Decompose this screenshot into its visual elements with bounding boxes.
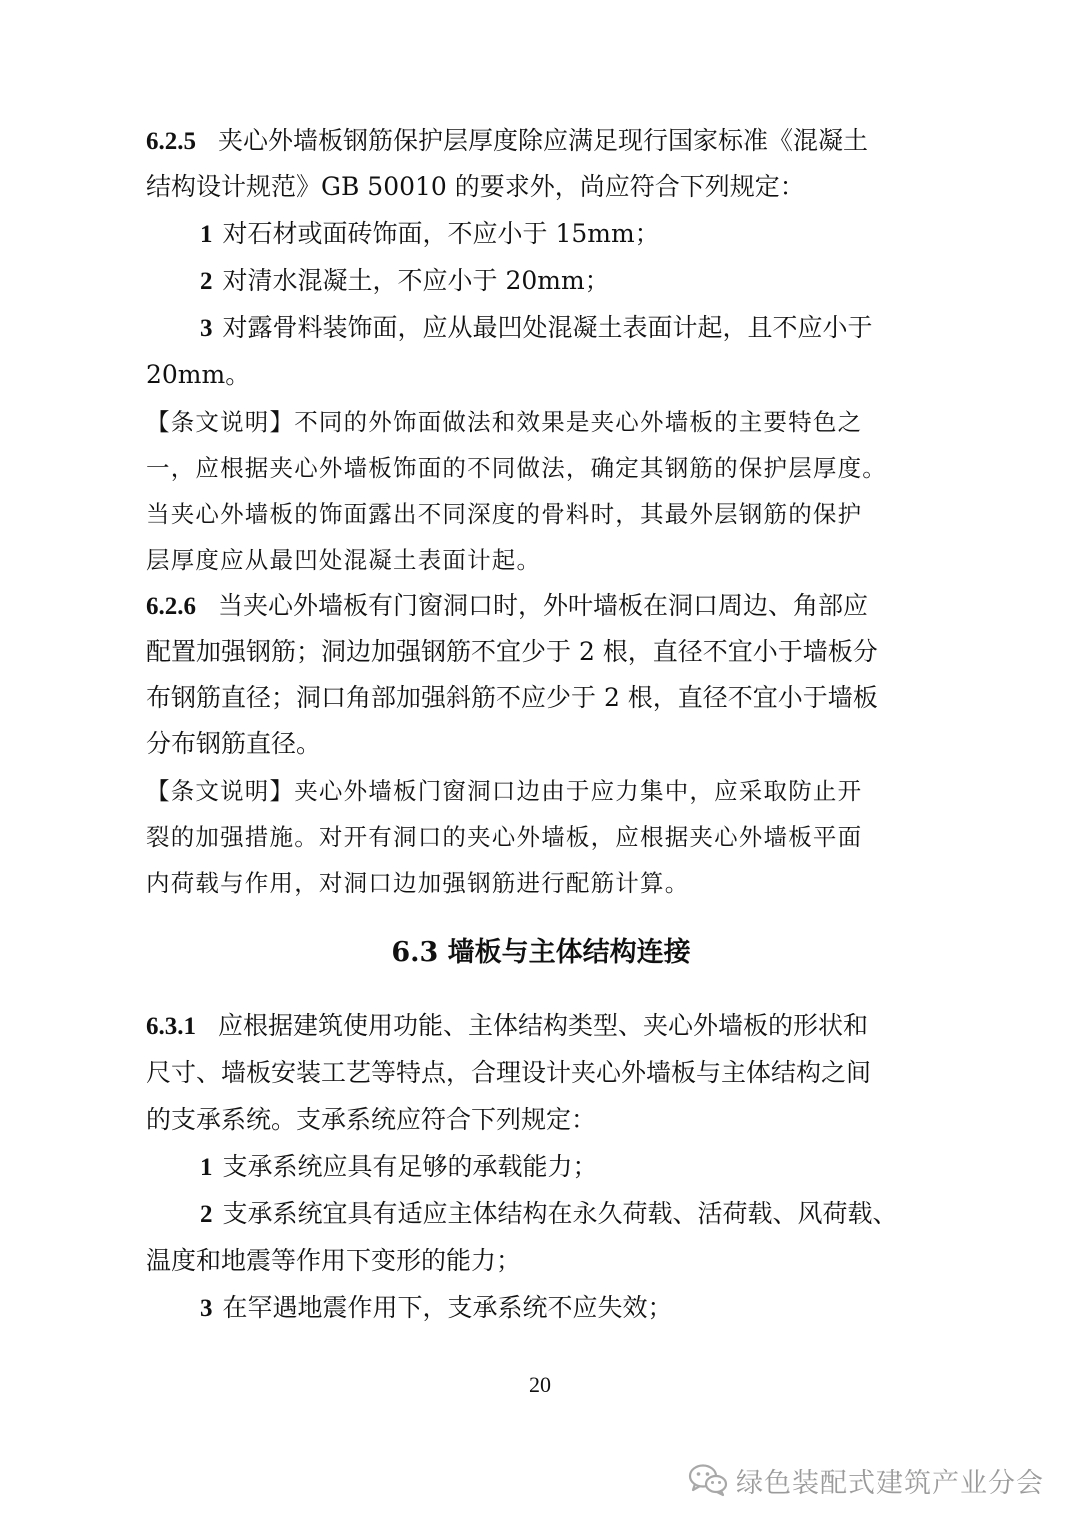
list-item-number: 1	[200, 221, 213, 248]
clause-text-line: 尺寸、墙板安装工艺等特点，合理设计夹心外墙板与主体结构之间	[146, 1058, 872, 1087]
list-item-text: 在罕遇地震作用下，支承系统不应失效；	[222, 1293, 673, 1322]
list-item	[200, 305, 873, 352]
clause-number: 6.3.1	[146, 1013, 196, 1040]
clause-6-2-5-line-1	[146, 118, 868, 165]
list-item-text: 对清水混凝土，不应小于 20mm；	[222, 266, 610, 295]
explanation-note-line: 裂的加强措施。对开有洞口的夹心外墙板，应根据夹心外墙板平面	[146, 823, 863, 851]
list-item-text: 对石材或面砖饰面，不应小于 15mm；	[222, 219, 660, 248]
list-item-number: 3	[200, 1295, 213, 1322]
list-item-text: 支承系统宜具有适应主体结构在永久荷载、活荷载、风荷载、	[222, 1199, 898, 1228]
list-item	[200, 1285, 673, 1332]
list-item	[200, 211, 660, 258]
explanation-note-line: 层厚度应从最凹处混凝土表面计起。	[146, 546, 542, 574]
explanation-note-line: 【条文说明】不同的外饰面做法和效果是夹心外墙板的主要特色之	[146, 408, 863, 436]
clause-text: 应根据建筑使用功能、主体结构类型、夹心外墙板的形状和	[218, 1011, 869, 1040]
list-item-number: 2	[200, 268, 213, 295]
explanation-note-line: 内荷载与作用，对洞口边加强钢筋进行配筋计算。	[146, 869, 690, 897]
clause-text-line: 布钢筋直径；洞口角部加强斜筋不应少于 2 根，直径不宜小于墙板	[146, 683, 878, 712]
clause-text-line: 配置加强钢筋；洞边加强钢筋不宜少于 2 根，直径不宜小于墙板分	[146, 637, 878, 666]
clause-text-line: 的支承系统。支承系统应符合下列规定：	[146, 1105, 597, 1134]
list-item-text: 支承系统应具有足够的承载能力；	[222, 1152, 598, 1181]
wechat-icon	[688, 1463, 728, 1497]
watermark	[688, 1458, 1044, 1502]
clause-text: 夹心外墙板钢筋保护层厚度除应满足现行国家标准《混凝土	[218, 126, 869, 155]
list-item-number: 2	[200, 1201, 213, 1228]
clause-number: 6.2.6	[146, 593, 196, 620]
explanation-note-line: 【条文说明】夹心外墙板门窗洞口边由于应力集中，应采取防止开	[146, 777, 863, 805]
clause-6-3-1-line-1	[146, 1003, 868, 1050]
page-number: 20	[529, 1372, 551, 1397]
clause-text-line: 分布钢筋直径。	[146, 729, 322, 758]
explanation-note-line: 一，应根据夹心外墙板饰面的不同做法，确定其钢筋的保护层厚度。	[146, 454, 887, 482]
explanation-note-line: 当夹心外墙板的饰面露出不同深度的骨料时，其最外层钢筋的保护	[146, 500, 863, 528]
list-item-continuation: 20mm。	[146, 360, 251, 389]
list-item	[200, 1191, 898, 1238]
list-item	[200, 1144, 598, 1191]
clause-text: 当夹心外墙板有门窗洞口时，外叶墙板在洞口周边、角部应	[218, 591, 869, 620]
section-heading: 6.3 墙板与主体结构连接	[391, 937, 691, 968]
watermark-text: 绿色装配式建筑产业分会	[736, 1467, 1044, 1499]
list-item-number: 1	[200, 1154, 213, 1181]
list-item	[200, 258, 610, 305]
list-item-number: 3	[200, 315, 213, 342]
clause-6-2-6-line-1	[146, 583, 868, 630]
list-item-continuation: 温度和地震等作用下变形的能力；	[146, 1246, 522, 1275]
clause-number: 6.2.5	[146, 128, 196, 155]
list-item-text: 对露骨料装饰面，应从最凹处混凝土表面计起，且不应小于	[222, 313, 873, 342]
clause-6-2-5-line-2: 结构设计规范》GB 50010 的要求外，尚应符合下列规定：	[146, 172, 805, 201]
